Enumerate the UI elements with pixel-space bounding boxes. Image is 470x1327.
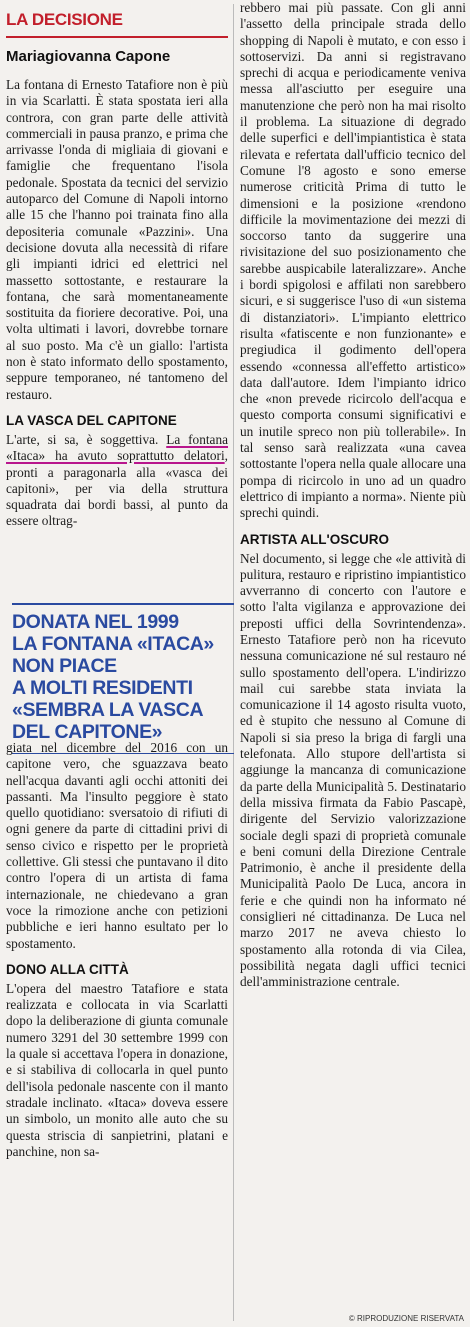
paragraph-artista: Nel documento, si legge che «le attività di pulitura, restauro e ripristino impiantistico avverranno di concerto con l'autore e sotto l'alta vigilanza e approvazione dei preposti uffici della Sovrintendenza». Ernesto Tatafiore però non ha ricevuto nessuna comunicazione né sul restauro né sullo spostamento dell'opera. L'indirizzo mail cui sarebbe stata inviata la comunicazione il 14 agosto risulta vuoto, ed è stupito che nessuno al Comune di Napoli si sia preso la briga di fargli una telefonata. Allo stupore dell'artista si aggiunge la mancanza di comunicazione da parte della Municipalità 5. Destinatario della missiva firmata da Fabio Pascapè, dirigente del Servizio valorizzazione sociale degli spazi di proprietà comunale e beni comuni della Direzione Centrale Patrimonio, è anche il presidente della Municipalità Paolo De Luca, ancora in ferie e che quindi non ha informato né consiglieri né cittadinanza. De Luca nel marzo 2017 ne aveva chiesto lo spostamento alla rotonda di via Cilea, possibilità negata dagli uffici tecnici dell'amministrazione centrale. [240,550,466,990]
pull-quote-line: A MOLTI RESIDENTI [12,677,193,699]
paragraph-vasca [6,432,228,530]
pull-quote-text [12,611,234,743]
highlighted-text: La fontana «Itaca» ha avuto soprattutto delatori [6,431,228,464]
subhead-artista: ARTISTA ALL'OSCURO [240,531,389,547]
paragraph-degrado: rebbero mai più passate. Con gli anni l'assetto della principale strada dello shopping di Napoli è mutato, e con esso i sottoservizi. Da anni si registravano sprechi di acqua e periodicamente veniva messa all'asciutto per eseguire una manutenzione che però non ha mai risolto il problema. La situazione di degrado delle superfici e dell'impiantistica è stata rilevata e refertata dall'ufficio tecnico del Comune l'8 agosto e sono emerse numerose criticità Prima di tutto le dimensioni e la posizione «rendono difficile la movimentazione dei mezzi di soccorso tanto da suggerire una rivisitazione del suo posizionamento che sarebbe auspicabile lateralizzare». Anche i bordi spigolosi e affilati non sarebbero sicuri, e si suggerisce l'uso di «un sistema di distanziatori». L'impianto elettrico risulta «fatiscente e non funzionante» e pregiudica il godimento dell'opera essendo «connessa all'effetto artistico» data dall'autore. Idem l'impianto idrico che «non prevede ricircolo dell'acqua e questo comporta consumi significativi e un inutile spreco non più tollerabile». In tal senso sarà realizzata «una cavea sottostante l'opera nella quale allocare una pompa di ricircolo in uno ad un quadro elettrico di impianto a norma». Niente più sprechi quindi. [240,0,466,521]
author-byline: Mariagiovanna Capone [6,48,171,65]
pull-quote-line: DONATA NEL 1999 [12,611,179,633]
subhead-dono: DONO ALLA CITTÀ [6,961,129,977]
pull-quote-line: LA FONTANA «ITACA» [12,633,214,655]
section-tag: LA DECISIONE [6,10,228,38]
pull-quote [12,603,234,754]
paragraph-dono: L'opera del maestro Tatafiore e stata realizzata e collocata in via Scarlatti dopo la deliberazione di giunta comunale numero 3291 del 30 settembre 1999 con la quale si accettava l'opera in donazione, e si stabiliva di collocarla in quel punto dell'isola pedonale nascente con il manto stradale inclinato. «Itaca» doveva essere un simbolo, un monito alle auto che su questa striscia di sanpietrini, platani e panchine, non sa- [6,980,228,1159]
column-left [6,0,228,1327]
column-right-content [240,0,466,991]
paragraph-vasca-start: L'arte, si sa, è soggettiva. [6,431,167,447]
paragraph-capitone: giata nel dicembre del 2016 con un capitone vero, che sguazzava beato nell'acqua davanti agli occhi attoniti dei passanti. Ma l'insulto peggiore è stato quello quotidiano: sversatoio di rifiuti di ogni genere da parte di cittadini privi di senso civico e rispetto per le proprietà collettive. Gli stessi che puntavano il dito contro l'opera di un artista di fama internazionale, ne chiedevano a gran voce la rimozione anche con petizioni pubbliche e ieri hanno esultato per lo spostamento. [6,740,228,951]
pull-quote-line: NON PIACE [12,655,117,677]
pull-quote-line: «SEMBRA LA VASCA [12,699,204,721]
column-left-top [6,0,228,530]
pull-quote-line: DEL CAPITONE» [12,721,163,743]
paragraph-intro: La fontana di Ernesto Tatafiore non è più in via Scarlatti. È stata spostata ieri alla controra, con gran parte delle attività commerciali in pausa pranzo, e prima che arrivasse l'onda di migliaia di giovani e famiglie che frequentano l'isola pedonale. Spostata da tecnici del servizio autoparco del Comune di Napoli intorno alle 15 che l'hanno poi trainata fino alla depositeria comunale «Pazzini». Una decisione dovuta alla necessità di rifare gli impianti idrici ed elettrici nel massetto sottostante, e restaurare la fontana, che sarà momentaneamente sostituita da fioriere decorative. Poi, una volta ultimati i lavori, dovrebbe tornare al suo posto. Ma c'è un giallo: l'artista non è stato informato dello spostamento, seppure temporaneo, né tantomeno del restauro. [6,77,228,402]
subhead-vasca: LA VASCA DEL CAPITONE [6,412,177,428]
column-right [240,0,466,1327]
paragraph-vasca-end: , pronti a paragonarla alla «vasca dei capitoni», per via della struttura squadrata dai bordi bassi, al punto da essere oltrag- [6,448,228,529]
copyright-credit: © RIPRODUZIONE RISERVATA [348,1314,464,1323]
column-left-bottom [6,740,228,1160]
